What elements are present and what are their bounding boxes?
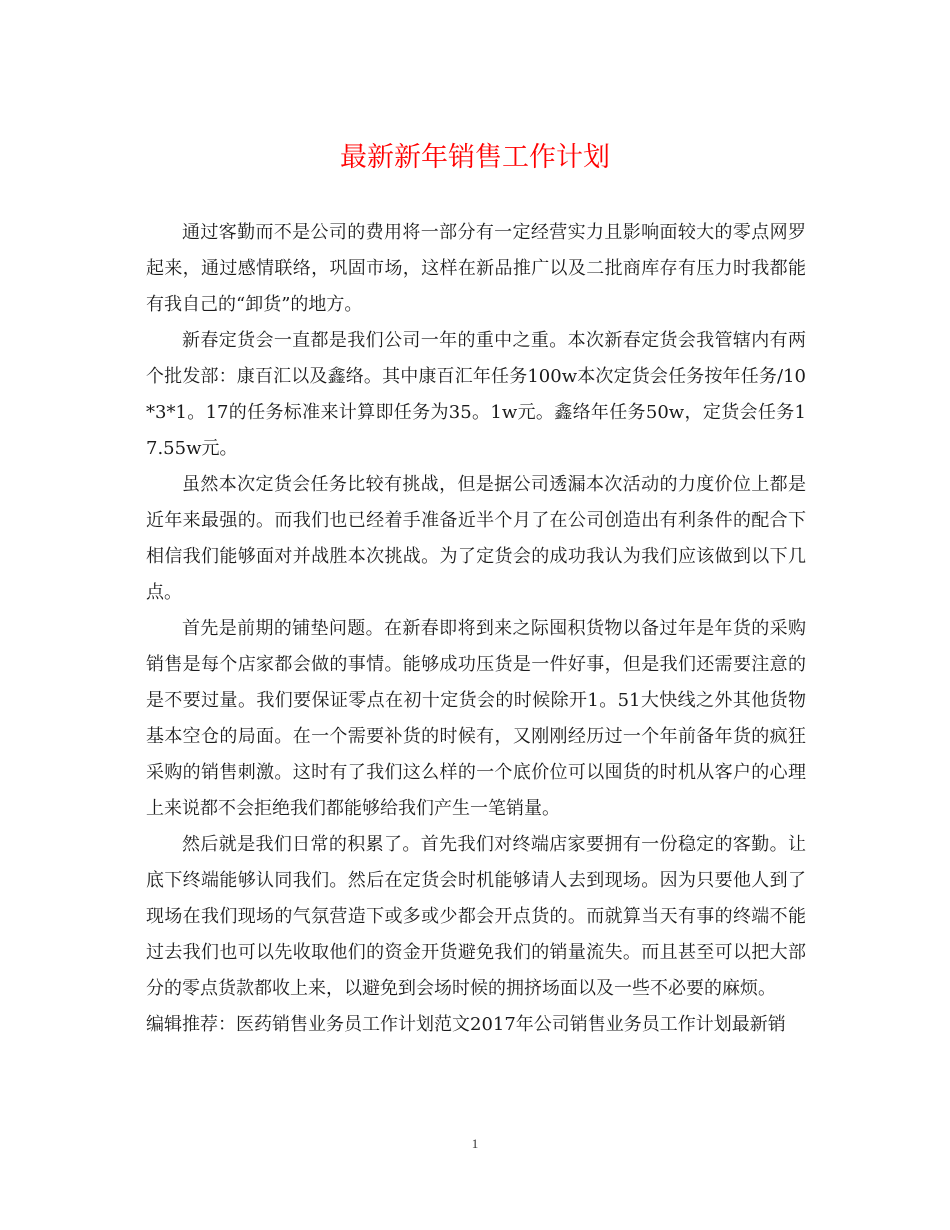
document-body xyxy=(146,215,806,1043)
paragraph-5: 然后就是我们日常的积累了。首先我们对终端店家要拥有一份稳定的客勤。让底下终端能够认同我们。然后在定货会时机能够请人去到现场。因为只要他人到了现场在我们现场的气氛营造下或多或少都会开点货的。而就算当天有事的终端不能过去我们也可以先收取他们的资金开货避免我们的销量流失。而且甚至可以把大部分的零点货款都收上来，以避免到会场时候的拥挤场面以及一些不必要的麻烦。 xyxy=(146,834,806,999)
document-title: 最新新年销售工作计划 xyxy=(340,142,610,173)
paragraph-3: 虽然本次定货会任务比较有挑战，但是据公司透漏本次活动的力度价位上都是近年来最强的。而我们也已经着手准备近半个月了在公司创造出有利条件的配合下相信我们能够面对并战胜本次挑战。为了定货会的成功我认为我们应该做到以下几点。 xyxy=(146,474,806,603)
editor-recommendation: 编辑推荐：医药销售业务员工作计划范文2017年公司销售业务员工作计划最新销 xyxy=(146,1014,786,1035)
page-number: 1 xyxy=(471,1136,479,1151)
paragraph-1: 通过客勤而不是公司的费用将一部分有一定经营实力且影响面较大的零点网罗起来，通过感情联络，巩固市场，这样在新品推广以及二批商库存有压力时我都能有我自己的“卸货”的地方。 xyxy=(146,222,806,315)
paragraph-2: 新春定货会一直都是我们公司一年的重中之重。本次新春定货会我管辖内有两个批发部：康百汇以及鑫络。其中康百汇年任务100w本次定货会任务按年任务/10*3*1。17的任务标准来计算即任务为35。1w元。鑫络年任务50w，定货会任务17.55w元。 xyxy=(146,330,806,459)
paragraph-4: 首先是前期的铺垫问题。在新春即将到来之际囤积货物以备过年是年货的采购销售是每个店家都会做的事情。能够成功压货是一件好事，但是我们还需要注意的是不要过量。我们要保证零点在初十定货会的时候除开1。51大快线之外其他货物基本空仓的局面。在一个需要补货的时候有，又刚刚经历过一个年前备年货的疯狂采购的销售刺激。这时有了我们这么样的一个底价位可以囤货的时机从客户的心理上来说都不会拒绝我们都能够给我们产生一笔销量。 xyxy=(146,618,806,819)
